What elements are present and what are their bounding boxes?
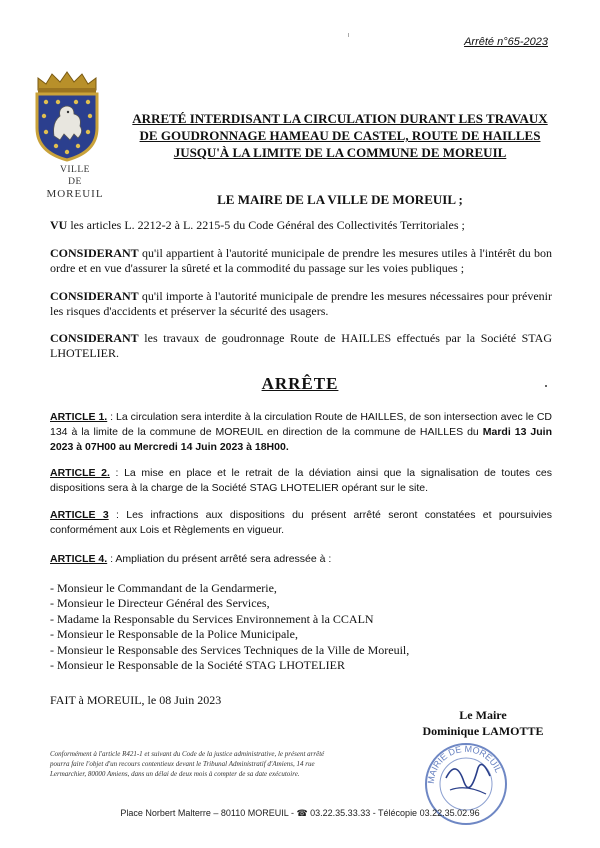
article-sep: :	[107, 411, 117, 423]
article-label: ARTICLE 3	[50, 509, 109, 521]
list-item: - Monsieur le Responsable de la Société STAG LHOTELIER	[50, 658, 345, 673]
signed-at-date: FAIT à MOREUIL, le 08 Juin 2023	[50, 693, 222, 707]
signature-block	[408, 707, 558, 739]
signature-title: Le Maire	[459, 708, 507, 722]
title-line-3: JUSQU'À LA LIMITE DE LA COMMUNE DE MOREUIL	[173, 145, 507, 160]
article-label: ARTICLE 2.	[50, 467, 110, 479]
article-sep: :	[107, 553, 116, 565]
moreuil-crest-icon	[30, 70, 104, 162]
considerant-1	[50, 246, 552, 276]
arrete-heading: ARRÊTE	[261, 374, 339, 393]
article-dates: Mardi 13 Juin 2023 à 07H00 au Mercredi 14 Juin 2023 à 18H00.	[50, 426, 552, 453]
article-4	[50, 552, 552, 567]
list-item: - Monsieur le Responsable de la Police Municipale,	[50, 627, 298, 642]
lead-word: CONSIDERANT	[50, 246, 139, 260]
mayor-heading: LE MAIRE DE LA VILLE DE MOREUIL ;	[217, 192, 463, 207]
article-text: Les infractions aux dispositions du présent arrêté seront constatées et poursuivies conformément aux Lois et Règlements en vigueur.	[50, 509, 552, 536]
list-item: - Madame la Responsable du Services Environnement à la CCALN	[50, 611, 374, 626]
town-line-ville: VILLE	[60, 165, 90, 175]
article-text: La circulation sera interdite à la circulation Route de HAILLES, de son intersection avec le CD 134 à la limite de la commune de MOREUIL en direction de la commune de HAILLES du	[50, 411, 552, 438]
list-item: - Monsieur le Responsable des Services Techniques de la Ville de Moreuil,	[50, 642, 410, 657]
decree-reference: Arrêté n°65-2023	[464, 36, 548, 48]
signature-name: Dominique LAMOTTE	[422, 724, 544, 738]
considerant-text: les travaux de goudronnage Route de HAILLES effectués par la Société STAG LHOTELIER.	[50, 331, 552, 360]
article-text: La mise en place et le retrait de la déviation ainsi que la signalisation de toutes ces dispositions sera à la charge de la Société STAG LHOTELIER opérant sur le site.	[50, 467, 553, 494]
scan-mark	[348, 33, 349, 37]
article-1	[50, 410, 552, 455]
stamp-text: MAIRIE DE MOREUIL	[425, 743, 504, 785]
title-line-2: DE GOUDRONNAGE HAMEAU DE CASTEL, ROUTE DE HAILLES	[139, 128, 541, 143]
lead-word: VU	[50, 218, 68, 232]
legal-notice: Conformément à l'article R421-1 et suivant du Code de la justice administrative, le présent arrêté pourra faire l'objet d'un recours contentieux devant le Tribunal Administratif d'Amiens, 14 rue Lermarchier, 80000 Amiens, dans un délai de deux mois à compter de sa date exécutoire.	[50, 750, 325, 778]
town-line-moreuil: MOREUIL	[46, 188, 104, 200]
lead-word: CONSIDERANT	[50, 331, 139, 345]
article-label: ARTICLE 1.	[50, 411, 108, 423]
article-3	[50, 508, 552, 538]
considerant-text: les articles L. 2212-2 à L. 2215-5 du Code Général des Collectivités Territoriales ;	[67, 218, 465, 232]
lead-word: CONSIDERANT	[50, 289, 139, 303]
article-text: Ampliation du présent arrêté sera adressée à :	[115, 553, 332, 565]
page-footer: Place Norbert Malterre – 80110 MOREUIL - ☎ 03.22.35.33.33 - Télécopie 03.22.35.02.96	[120, 808, 480, 818]
decree-title	[130, 110, 550, 161]
title-line-1: ARRETÉ INTERDISANT LA CIRCULATION DURANT LES TRAVAUX	[132, 111, 548, 126]
svg-text:MAIRIE DE MOREUIL	[426, 744, 504, 784]
article-sep: :	[109, 467, 125, 479]
list-item: - Monsieur le Commandant de la Gendarmerie,	[50, 581, 277, 595]
article-2	[50, 466, 552, 496]
considerant-vu	[50, 218, 552, 233]
recipient-list	[50, 581, 530, 673]
considerant-text: qu'il appartient à l'autorité municipale de prendre les mesures utiles à l'intérêt du bon ordre et en vue d'assurer la sûreté et la commodité du passage sur les voies publiques ;	[50, 246, 552, 275]
town-line-de: DE	[68, 177, 82, 187]
considerant-2	[50, 289, 552, 319]
article-label: ARTICLE 4.	[50, 553, 108, 565]
considerant-3	[50, 331, 552, 361]
town-name-block	[30, 164, 120, 200]
list-item: - Monsieur le Directeur Général des Services,	[50, 596, 270, 611]
article-sep: :	[108, 509, 127, 521]
considerant-text: qu'il importe à l'autorité municipale de prendre les mesures nécessaires pour prévenir les risques d'accidents et préserver la sécurité des usagers.	[50, 289, 552, 318]
scan-speck	[545, 385, 547, 387]
